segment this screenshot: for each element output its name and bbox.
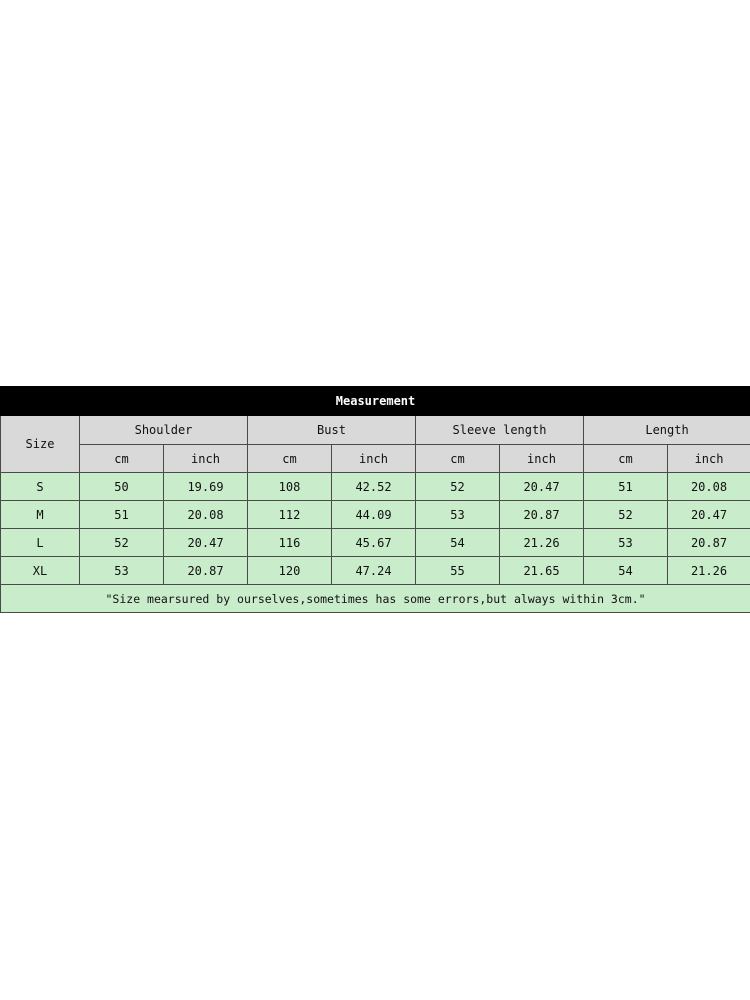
- table-cell: 54: [584, 557, 668, 585]
- table-cell: 19.69: [164, 473, 248, 501]
- table-cell: 45.67: [332, 529, 416, 557]
- table-cell: 53: [416, 501, 500, 529]
- table-cell: 20.47: [500, 473, 584, 501]
- table-title: Measurement: [1, 387, 750, 416]
- table-cell: 20.47: [164, 529, 248, 557]
- table-cell: 21.26: [500, 529, 584, 557]
- table-cell: 47.24: [332, 557, 416, 585]
- unit-header: inch: [500, 445, 584, 473]
- unit-header: cm: [584, 445, 668, 473]
- group-header-sleeve-length: Sleeve length: [416, 416, 584, 445]
- table-cell: 52: [584, 501, 668, 529]
- table-row: [1, 557, 750, 585]
- size-column-header: Size: [1, 416, 80, 473]
- table-cell: 53: [584, 529, 668, 557]
- unit-header: cm: [248, 445, 332, 473]
- table-cell: 20.87: [668, 529, 750, 557]
- table-cell: 51: [80, 501, 164, 529]
- unit-header: inch: [668, 445, 750, 473]
- unit-header-row: [1, 445, 750, 473]
- size-chart: [0, 386, 750, 613]
- table-row: [1, 473, 750, 501]
- table-cell: 20.47: [668, 501, 750, 529]
- table-cell: 20.08: [668, 473, 750, 501]
- group-header-length: Length: [584, 416, 750, 445]
- unit-header: inch: [164, 445, 248, 473]
- table-row: [1, 529, 750, 557]
- table-cell: 51: [584, 473, 668, 501]
- table-cell: 20.08: [164, 501, 248, 529]
- table-row: [1, 501, 750, 529]
- table-cell: 112: [248, 501, 332, 529]
- table-cell: 120: [248, 557, 332, 585]
- table-cell: 42.52: [332, 473, 416, 501]
- table-cell: 54: [416, 529, 500, 557]
- unit-header: cm: [416, 445, 500, 473]
- table-cell: 20.87: [164, 557, 248, 585]
- size-cell: M: [1, 501, 80, 529]
- size-chart-table: [0, 386, 750, 613]
- table-cell: 52: [416, 473, 500, 501]
- table-cell: 21.26: [668, 557, 750, 585]
- table-cell: 20.87: [500, 501, 584, 529]
- table-cell: 52: [80, 529, 164, 557]
- size-cell: L: [1, 529, 80, 557]
- table-cell: 50: [80, 473, 164, 501]
- group-header-bust: Bust: [248, 416, 416, 445]
- group-header-shoulder: Shoulder: [80, 416, 248, 445]
- table-cell: 53: [80, 557, 164, 585]
- note-row: [1, 585, 750, 613]
- measurement-note: "Size mearsured by ourselves,sometimes has some errors,but always within 3cm.": [1, 585, 750, 613]
- table-cell: 55: [416, 557, 500, 585]
- unit-header: cm: [80, 445, 164, 473]
- unit-header: inch: [332, 445, 416, 473]
- size-cell: XL: [1, 557, 80, 585]
- table-cell: 116: [248, 529, 332, 557]
- group-header-row: [1, 416, 750, 445]
- table-cell: 44.09: [332, 501, 416, 529]
- title-row: [1, 387, 750, 416]
- size-cell: S: [1, 473, 80, 501]
- table-cell: 108: [248, 473, 332, 501]
- table-cell: 21.65: [500, 557, 584, 585]
